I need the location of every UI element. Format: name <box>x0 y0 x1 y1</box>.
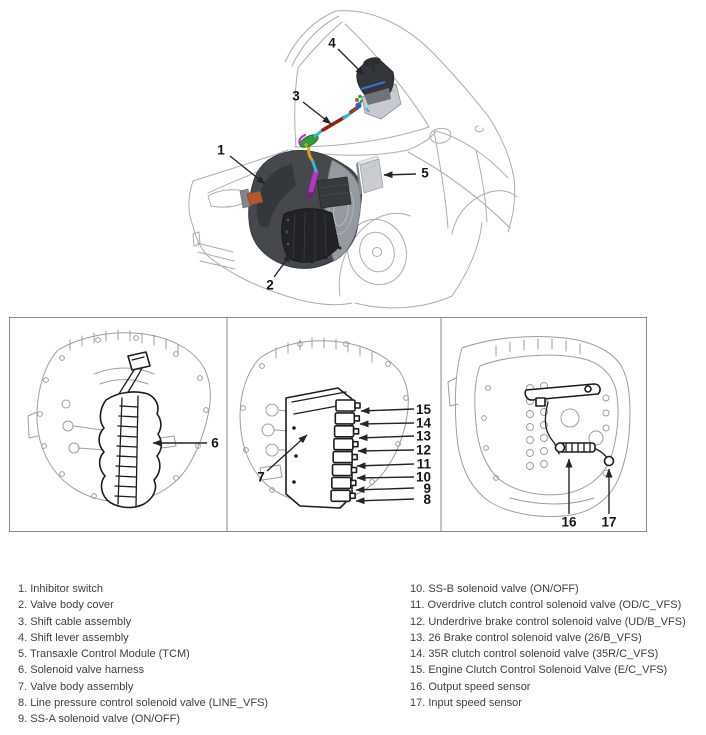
legend-item-16: 16. Output speed sensor <box>410 680 531 693</box>
callout-label-17: 17 <box>601 514 617 530</box>
legend-item-10: 10. SS-B solenoid valve (ON/OFF) <box>410 583 579 595</box>
legend-item-3: 3. Shift cable assembly <box>18 615 132 628</box>
panel-valve-body <box>240 338 431 508</box>
callout-label-7: 7 <box>257 469 265 485</box>
detail-panels <box>10 318 646 531</box>
transaxle-assembly <box>240 150 362 268</box>
door-handle <box>475 126 483 132</box>
input-speed-sensor <box>605 457 614 466</box>
legend-item-9: 9. SS-A solenoid valve (ON/OFF) <box>18 713 180 726</box>
panel-speed-sensors <box>448 336 630 529</box>
callout-5 <box>384 166 429 181</box>
callout-8 <box>356 492 431 507</box>
callout-label-1: 1 <box>217 142 225 158</box>
callout-label-8: 8 <box>423 492 431 507</box>
legend-item-12: 12. Underdrive brake control solenoid valve (UD/B_VFS) <box>410 615 686 628</box>
callout-10 <box>357 470 431 485</box>
callout-label-15: 15 <box>415 402 431 417</box>
callout-label-6: 6 <box>211 435 219 451</box>
legend-item-6: 6. Solenoid valve harness <box>18 664 144 677</box>
callout-label-16: 16 <box>561 514 577 530</box>
shift-lever-assembly <box>355 56 401 119</box>
legend-left-column <box>18 581 268 728</box>
legend-item-8: 8. Line pressure control solenoid valve (LINE_VFS) <box>18 697 269 710</box>
side-mirror <box>430 128 451 143</box>
callout-4 <box>328 36 364 76</box>
speed-sensor-harness <box>525 384 613 466</box>
callout-label-5: 5 <box>421 165 429 181</box>
callout-label-4: 4 <box>328 35 336 51</box>
callout-13 <box>359 429 431 444</box>
legend-item-5: 5. Transaxle Control Module (TCM) <box>18 648 190 661</box>
solenoid-valve-harness <box>99 352 161 507</box>
output-speed-sensor <box>556 443 596 452</box>
callout-label-14: 14 <box>415 415 431 431</box>
legend-item-11: 11. Overdrive clutch control solenoid valve (OD/C_VFS) <box>410 599 682 612</box>
legend-item-2: 2. Valve body cover <box>18 599 114 612</box>
callout-3 <box>292 89 331 125</box>
callout-1 <box>217 143 265 185</box>
legend-item-4: 4. Shift lever assembly <box>18 631 129 644</box>
component-detail-box <box>9 317 647 532</box>
legend-right-column <box>410 581 686 711</box>
callout-label-13: 13 <box>415 428 431 444</box>
callout-label-10: 10 <box>415 469 431 485</box>
callout-label-9: 9 <box>423 481 431 496</box>
vehicle-overview-diagram <box>0 0 706 315</box>
legend-item-15: 15. Engine Clutch Control Solenoid Valve (E/C_VFS) <box>410 664 668 677</box>
car-outline <box>189 11 517 308</box>
legend-item-7: 7. Valve body assembly <box>18 680 134 693</box>
legend-item-1: 1. Inhibitor switch <box>18 583 103 595</box>
panel-solenoid-harness <box>28 330 219 507</box>
callout-label-12: 12 <box>415 442 431 458</box>
legend-item-13: 13. 26 Brake control solenoid valve (26/B_VFS) <box>410 631 642 644</box>
tcm-module <box>356 156 383 195</box>
legend-item-17: 17. Input speed sensor <box>410 697 522 710</box>
callout-label-2: 2 <box>266 277 274 293</box>
callout-label-3: 3 <box>292 88 300 104</box>
callout-label-11: 11 <box>416 456 431 472</box>
legend-item-14: 14. 35R clutch control solenoid valve (35R/C_VFS) <box>410 648 659 661</box>
